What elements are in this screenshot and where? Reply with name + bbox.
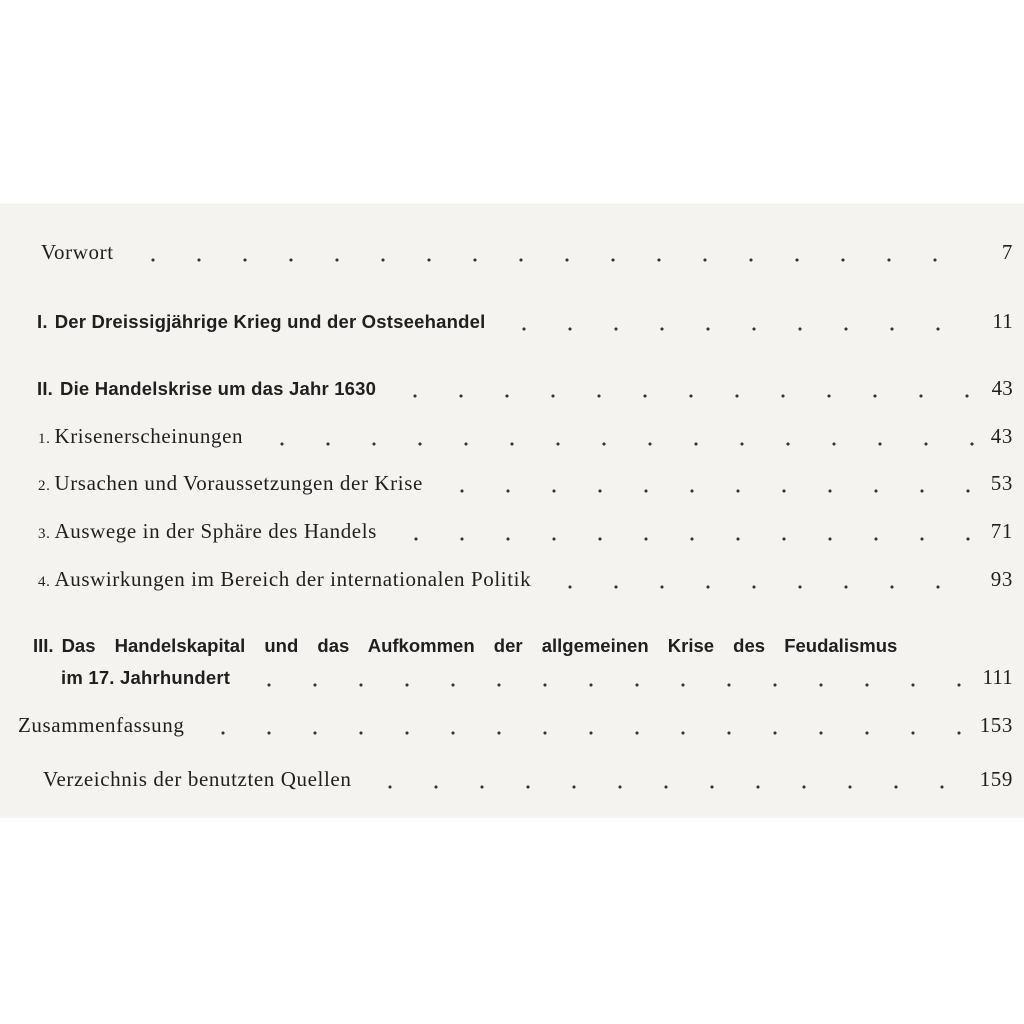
toc-entry-title-line-2: im 17. Jahrhundert — [61, 667, 231, 688]
toc-entry-quellen — [43, 767, 1013, 792]
chapter-3-line-1 — [33, 635, 1010, 657]
dot-leader — [246, 682, 968, 688]
toc-page-number: 153 — [979, 713, 1013, 737]
toc-page-number: 111 — [982, 665, 1013, 689]
chapter-number: II. — [37, 378, 54, 399]
toc-entry-zusammenfassung — [18, 713, 1013, 738]
toc-entry-title: Auswege in der Sphäre des Handels — [54, 519, 377, 543]
section-number: 1. — [38, 431, 51, 447]
dot-leader — [439, 488, 975, 494]
toc-entry-title: Ursachen und Voraussetzungen der Krise — [54, 471, 423, 495]
toc-entry-vorwort — [41, 240, 1013, 265]
toc-entry-title: Auswirkungen im Bereich der internationalen Politik — [54, 567, 532, 591]
toc-page-number: 93 — [990, 567, 1013, 591]
dot-leader — [392, 393, 975, 399]
dot-leader — [393, 536, 975, 542]
dot-leader — [259, 441, 975, 447]
toc-page-number: 7 — [1001, 240, 1013, 264]
toc-entry-section-3 — [38, 519, 1013, 544]
toc-entry-title: Die Handelskrise um das Jahr 1630 — [60, 378, 377, 399]
toc-page-number: 43 — [991, 376, 1013, 400]
toc-entry-title: Vorwort — [41, 240, 114, 264]
dot-leader — [501, 326, 975, 332]
dot-leader — [130, 257, 975, 263]
dot-leader — [367, 784, 965, 790]
chapter-number: III. — [33, 635, 54, 656]
toc-entry-section-4 — [38, 567, 1013, 592]
dot-leader — [200, 730, 965, 736]
toc-page-number: 53 — [990, 471, 1013, 495]
toc-entry-title: Verzeichnis der benutzten Quellen — [43, 767, 352, 791]
toc-page-number: 71 — [990, 519, 1013, 543]
toc-entry-chapter-2 — [37, 376, 1013, 401]
section-number: 2. — [38, 478, 51, 494]
toc-entry-chapter-3 — [33, 635, 1010, 657]
toc-entry-section-2 — [38, 471, 1013, 496]
toc-entry-title-line-1: Das Handelskapital und das Aufkommen der allgemeinen Krise des Feudalismus — [61, 635, 898, 656]
toc-page — [0, 203, 1024, 818]
chapter-number: I. — [37, 311, 48, 332]
toc-entry-title: Krisenerscheinungen — [54, 424, 244, 448]
toc-entry-chapter-3-line-2 — [61, 665, 1013, 690]
toc-entry-section-1 — [38, 424, 1013, 449]
toc-entry-chapter-1 — [37, 309, 1013, 334]
section-number: 4. — [38, 574, 51, 590]
toc-page-number: 43 — [990, 424, 1013, 448]
toc-entry-title: Zusammenfassung — [18, 713, 185, 737]
dot-leader — [547, 584, 975, 590]
toc-page-number: 11 — [992, 309, 1013, 333]
section-number: 3. — [38, 526, 51, 542]
toc-page-number: 159 — [979, 767, 1013, 791]
toc-entry-title: Der Dreissigjährige Krieg und der Ostseehandel — [54, 311, 486, 332]
